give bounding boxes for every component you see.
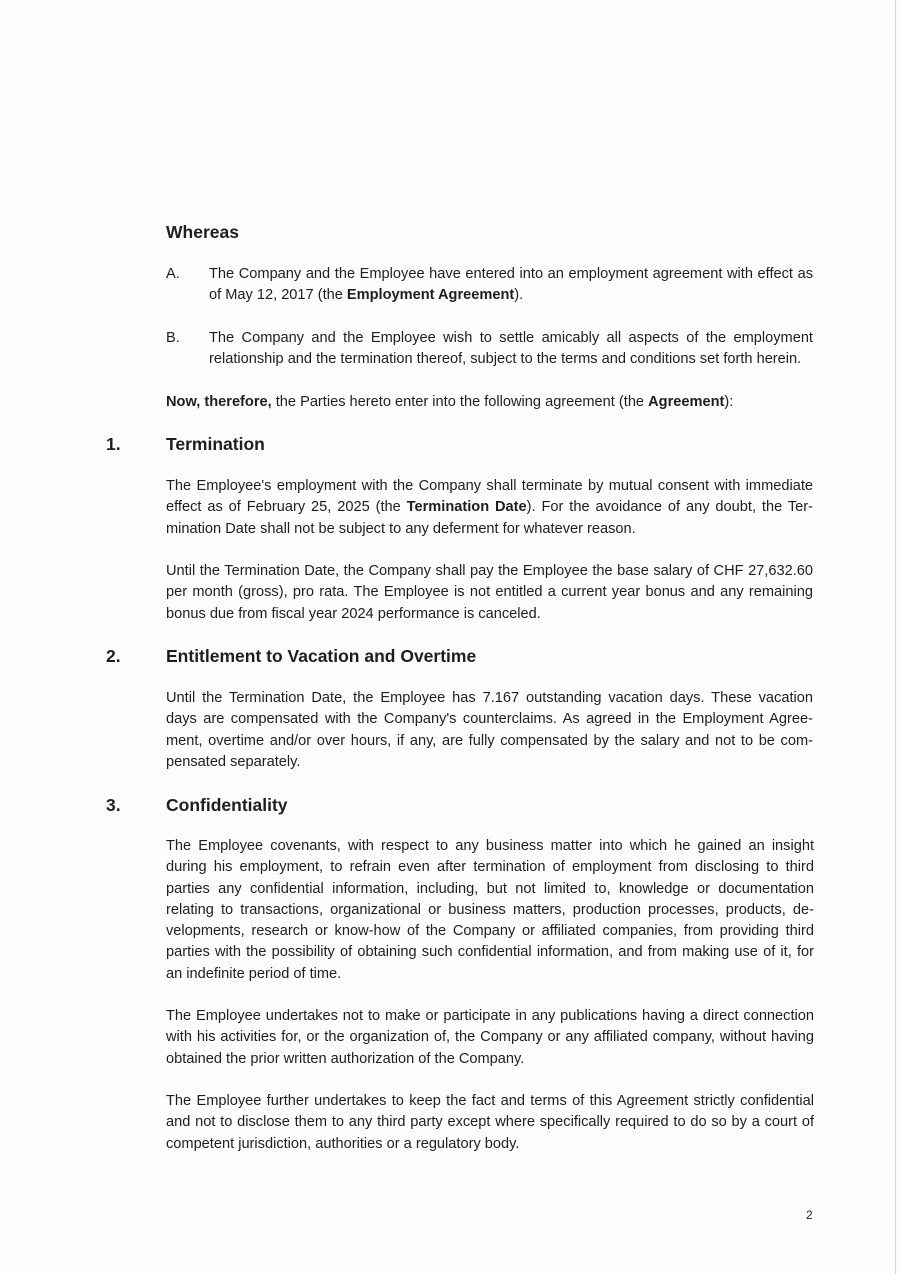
section-3-title: Confidentiality bbox=[166, 795, 288, 815]
recital-b-label: B. bbox=[166, 330, 180, 346]
section-2-paragraph-1: Until the Termination Date, the Employee has 7.167 outstanding vacation days. These vacation days are compensated with the Company's counterclaims. As agreed in the Employment Agreement, overtime and/or over hours, if any, are fully compensated by the salary and not to be compensated separately. bbox=[166, 690, 813, 770]
section-3-paragraph-2: The Employee undertakes not to make or participate in any publications having a direct connection with his activities for, or the organization of, the Company or any affiliated company, without having obtained the prior written authorization of the Company. bbox=[166, 1008, 814, 1067]
defined-term-employment-agreement: Employment Agreement bbox=[346, 287, 515, 304]
whereas-heading: Whereas bbox=[166, 222, 239, 242]
section-2-number: 2. bbox=[106, 646, 121, 666]
section-3-paragraph-3: The Employee further undertakes to keep the fact and terms of this Agreement strictly confidential and not to disclose them to any third party except where specifically required to do so by a court of competent jurisdiction, authorities or a regulatory body. bbox=[166, 1093, 814, 1152]
section-3-paragraph-1: The Employee covenants, with respect to any business matter into which he gained an insight during his employment, to refrain even after termination of employment from disclosing to third parties any confidential information, including, but not limited to, knowledge or documentation relating to transactions, organizational or business matters, production processes, products, developments, research or know-how of the Company or affiliated companies, from providing third parties with the possibility of obtaining such confidential information, and from making use of it, for an indefinite period of time. bbox=[166, 838, 814, 982]
section-1-title: Termination bbox=[166, 434, 265, 454]
scan-edge-line bbox=[895, 0, 896, 1274]
section-1-paragraph-2: Until the Termination Date, the Company shall pay the Employee the base salary of CHF 27,632.60 per month (gross), pro rata. The Employee is not entitled a current year bonus and any remaining bonus due from fiscal year 2024 performance is canceled. bbox=[166, 563, 813, 622]
section-2-title: Entitlement to Vacation and Overtime bbox=[166, 646, 477, 666]
section-3-number: 3. bbox=[106, 795, 121, 815]
now-therefore-paragraph: Now, therefore, the Parties hereto enter into the following agreement (the Agreement): bbox=[166, 394, 734, 410]
defined-term-termination-date: Termination Date bbox=[406, 499, 527, 516]
recital-a-label: A. bbox=[166, 266, 180, 282]
section-1-number: 1. bbox=[106, 434, 121, 454]
section-1-paragraph-1: The Employee's employment with the Company shall terminate by mutual consent with immediate effect as of February 25, 2025 (the Termination Date). For the avoidance of any doubt, the Termination Date shall not be subject to any deferment for whatever reason. bbox=[166, 478, 813, 537]
defined-term-agreement: Agreement bbox=[648, 394, 725, 410]
recital-a-text: The Company and the Employee have entered into an employment agreement with effect as of May 12, 2017 (the Employment Agreement). bbox=[209, 266, 813, 304]
page-number: 2 bbox=[806, 1208, 813, 1222]
recital-b-text: The Company and the Employee wish to settle amicably all aspects of the employment relationship and the termination thereof, subject to the terms and conditions set forth herein. bbox=[209, 330, 813, 368]
